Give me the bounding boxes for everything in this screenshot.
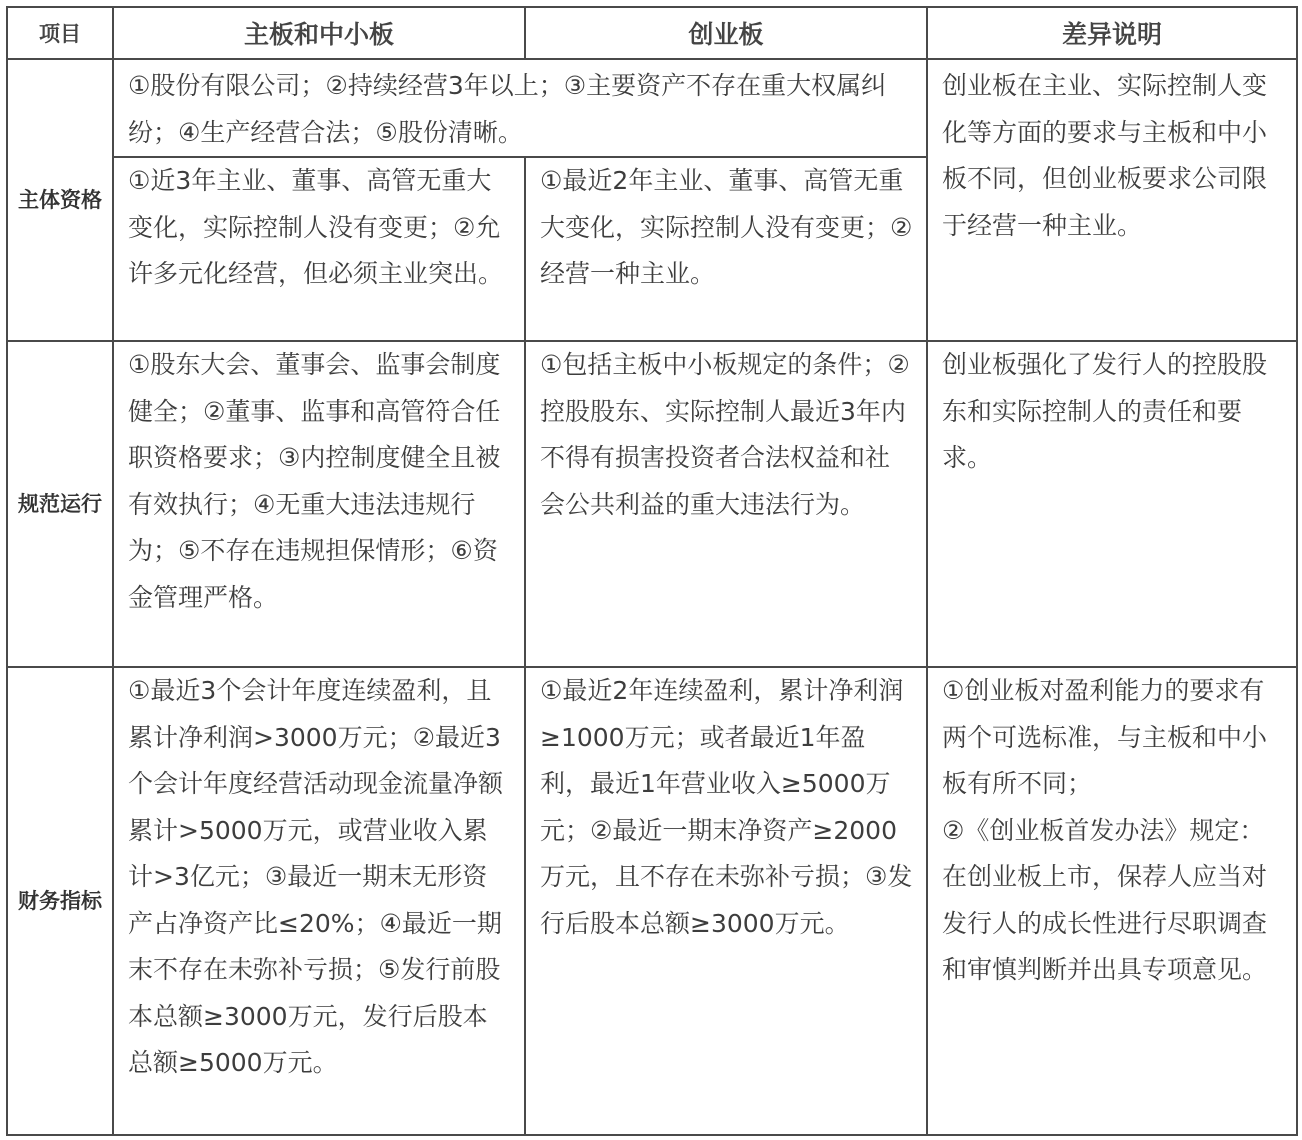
subject-growth-board-cell: ①最近2年主业、董事、高管无重大变化，实际控制人没有变更；②经营一种主业。 (525, 157, 927, 341)
subject-row-shared (7, 59, 1297, 157)
compliance-row (7, 341, 1297, 667)
header-growth-board: 创业板 (525, 7, 927, 59)
financial-label-cell (7, 667, 113, 1135)
financial-growth-board-cell: ①最近2年连续盈利，累计净利润≥1000万元；或者最近1年盈利，最近1年营业收入≥5000万元；②最近一期末净资产≥2000万元，且不存在未弥补亏损；③发行后股本总额≥3000万元。 (525, 667, 927, 1135)
header-main-board: 主板和中小板 (113, 7, 525, 59)
header-difference: 差异说明 (927, 7, 1297, 59)
subject-label: 主体资格 (18, 188, 102, 212)
compliance-label: 规范运行 (18, 492, 102, 516)
compliance-difference-cell: 创业板强化了发行人的控股股东和实际控制人的责任和要求。 (927, 341, 1297, 667)
financial-difference-point-1: ①创业板对盈利能力的要求有两个可选标准，与主板和中小板有所不同； (942, 676, 1268, 798)
compliance-main-board-cell: ①股东大会、董事会、监事会制度健全；②董事、监事和高管符合任职资格要求；③内控制度健全且被有效执行；④无重大违法违规行为；⑤不存在违规担保情形；⑥资金管理严格。 (113, 341, 525, 667)
header-item: 项目 (7, 7, 113, 59)
subject-main-board-cell: ①近3年主业、董事、高管无重大变化，实际控制人没有变更；②允许多元化经营，但必须主业突出。 (113, 157, 525, 341)
financial-main-board-cell: ①最近3个会计年度连续盈利，且累计净利润>3000万元；②最近3个会计年度经营活动现金流量净额累计>5000万元，或营业收入累计>3亿元；③最近一期末无形资产占净资产比≤20%；④最近一期末不存在未弥补亏损；⑤发行前股本总额≥3000万元，发行后股本总额≥5000万元。 (113, 667, 525, 1135)
subject-shared-cell: ①股份有限公司；②持续经营3年以上；③主要资产不存在重大权属纠纷；④生产经营合法；⑤股份清晰。 (113, 59, 927, 157)
header-row (7, 7, 1297, 59)
financial-label: 财务指标 (18, 889, 102, 913)
financial-difference-point-2: ②《创业板首发办法》规定：在创业板上市，保荐人应当对发行人的成长性进行尽职调查和审慎判断并出具专项意见。 (942, 815, 1268, 984)
comparison-table (6, 6, 1298, 1136)
subject-label-cell (7, 59, 113, 341)
compliance-growth-board-cell: ①包括主板中小板规定的条件；②控股股东、实际控制人最近3年内不得有损害投资者合法权益和社会公共利益的重大违法行为。 (525, 341, 927, 667)
compliance-label-cell (7, 341, 113, 667)
financial-row (7, 667, 1297, 1135)
financial-difference-cell (927, 667, 1297, 1135)
subject-difference-cell: 创业板在主业、实际控制人变化等方面的要求与主板和中小板不同，但创业板要求公司限于经营一种主业。 (927, 59, 1297, 341)
